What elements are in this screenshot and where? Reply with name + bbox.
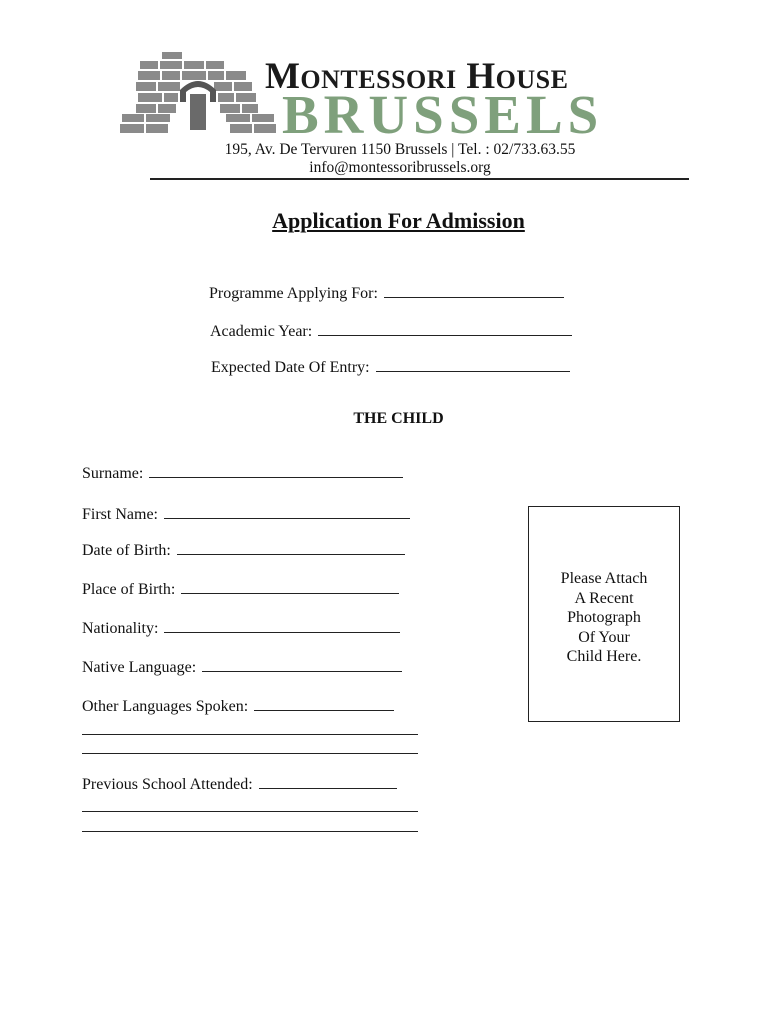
- photo-instruction-line: A Recent: [574, 589, 634, 607]
- brand-name-line2: BRUSSELS: [282, 84, 604, 145]
- previous-school-extra-line[interactable]: [82, 811, 418, 812]
- date-of-birth-field[interactable]: [82, 541, 405, 560]
- first-name-input-line[interactable]: [164, 505, 410, 519]
- previous-school-field[interactable]: [82, 775, 397, 794]
- field-label: First Name:: [82, 506, 158, 523]
- surname-input-line[interactable]: [149, 464, 403, 478]
- native-language-input-line[interactable]: [202, 658, 402, 672]
- field-label: Expected Date Of Entry:: [211, 359, 370, 376]
- academic-year-input-line[interactable]: [318, 322, 572, 336]
- nationality-input-line[interactable]: [164, 619, 400, 633]
- photo-instruction-line: Please Attach: [560, 570, 648, 587]
- other-languages-input-line[interactable]: [254, 697, 394, 711]
- field-label: Native Language:: [82, 659, 197, 676]
- field-label: Other Languages Spoken:: [82, 698, 249, 715]
- academic-year-field[interactable]: [210, 322, 572, 341]
- field-label: Place of Birth:: [82, 581, 176, 598]
- field-label: Academic Year:: [210, 323, 313, 340]
- entry-date-field[interactable]: [211, 358, 570, 377]
- other-languages-field[interactable]: [82, 697, 394, 716]
- email-link[interactable]: info@montessoribrussels.org: [309, 159, 491, 176]
- other-languages-extra-line[interactable]: [82, 734, 418, 735]
- photo-instruction-line: Of Your: [578, 628, 630, 646]
- place-of-birth-field[interactable]: [82, 580, 399, 599]
- address-text: 195, Av. De Tervuren 1150 Brussels | Tel. : 02/733.63.55: [224, 141, 576, 158]
- field-label: Programme Applying For:: [209, 285, 378, 302]
- section-heading-child: THE CHILD: [353, 410, 444, 427]
- brand-name-line1: Montessori House: [265, 56, 569, 97]
- previous-school-extra-line[interactable]: [82, 831, 418, 832]
- date-of-birth-input-line[interactable]: [177, 541, 405, 555]
- field-label: Previous School Attended:: [82, 776, 253, 793]
- place-of-birth-input-line[interactable]: [181, 580, 399, 594]
- first-name-field[interactable]: [82, 505, 410, 524]
- nationality-field[interactable]: [82, 619, 400, 638]
- field-label: Date of Birth:: [82, 542, 171, 559]
- entry-date-input-line[interactable]: [376, 358, 570, 372]
- native-language-field[interactable]: [82, 658, 402, 677]
- header-divider: [150, 178, 689, 180]
- field-label: Nationality:: [82, 620, 159, 637]
- stone-arch-icon: [118, 50, 278, 136]
- programme-field[interactable]: [209, 284, 564, 303]
- photo-instructions: [529, 569, 679, 667]
- programme-input-line[interactable]: [384, 284, 564, 298]
- other-languages-extra-line[interactable]: [82, 753, 418, 754]
- surname-field[interactable]: [82, 464, 403, 483]
- field-label: Surname:: [82, 465, 144, 482]
- page-title: Application For Admission: [272, 208, 525, 233]
- photo-instruction-line: Child Here.: [566, 648, 642, 665]
- photo-instruction-line: Photograph: [567, 609, 641, 626]
- previous-school-input-line[interactable]: [259, 775, 397, 789]
- photo-attachment-box[interactable]: [528, 506, 680, 722]
